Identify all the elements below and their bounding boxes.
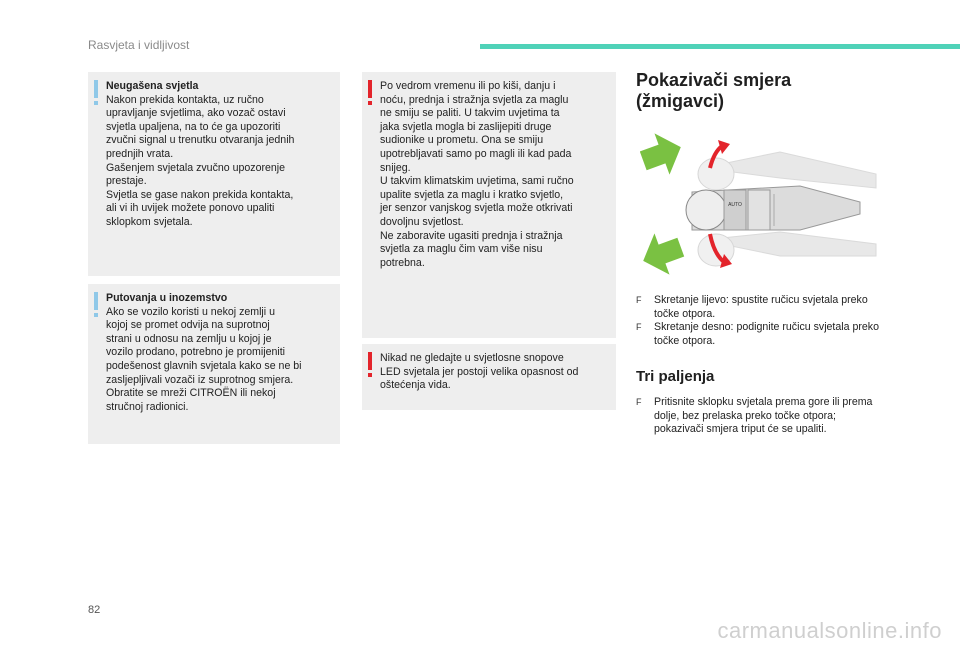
info-box-title: Neugašena svjetla: [106, 80, 199, 92]
warning-icon: [368, 80, 372, 98]
arrow-left-green: [640, 226, 688, 281]
warning-box-text: Nikad ne gledajte u svjetlosne snopove LED svjetala jer postoji velika opasnost od oštećenja vida.: [380, 352, 579, 392]
warning-box-fog-lights: [362, 72, 616, 338]
info-icon: [94, 80, 98, 98]
header-accent-bar: [480, 44, 960, 49]
list-item: F Skretanje desno: podignite ručicu svjetala preko točke otpora.: [636, 321, 879, 347]
bullet-arrow-icon: F: [636, 397, 642, 407]
info-box-lights-left-on: [88, 72, 340, 276]
section-title-three-flashes: Tri paljenja: [636, 368, 715, 385]
stalk-upper-ghost: [698, 152, 876, 190]
page-number: 82: [88, 604, 101, 616]
auto-label: AUTO: [728, 202, 742, 208]
three-flashes-instructions: [636, 396, 876, 437]
info-box-title: Putovanja u inozemstvo: [106, 292, 228, 304]
indicator-instructions: [636, 294, 886, 348]
bullet-arrow-icon: F: [636, 322, 642, 333]
info-box-text: Nakon prekida kontakta, uz ručno upravljanje svjetlima, ako vozač ostavi svjetla upaljena, na to će ga upozoriti zvučni signal u trenutku otvaranja jednih prednjih vrata. Gašenjem svjetala zvučno upozorenje prestaje. Svjetla se gase nakon prekida kontakta, ali vi ih uvijek možete ponovo upaliti sklopkom svjetala.: [106, 93, 295, 228]
stalk-main: [686, 186, 860, 230]
warning-box-led: [362, 344, 616, 410]
arrow-right-green: [640, 126, 688, 181]
page-section-title: Rasvjeta i vidljivost: [88, 38, 190, 52]
indicator-stalk-illustration: [640, 122, 880, 282]
info-icon: [94, 292, 98, 310]
warning-box-text: Po vedrom vremenu ili po kiši, danju i noću, prednja i stražnja svjetla za maglu ne smiju se paliti. U takvim uvjetima ta jaka svjetla mogla bi zaslijepiti druge sudionike u prometu. Ona se smiju upotrebljavati samo po magli ili kad pada snijeg. U takvim klimatskim uvjetima, sami ručno upalite svjetla za maglu i kratko svjetlo, jer senzor vanjskog svjetla može otkrivati dovoljnu svjetlost. Ne zaboravite ugasiti prednja i stražnja svjetla za maglu čim vam više nisu potrebna.: [380, 80, 574, 269]
list-item: F Skretanje lijevo: spustite ručicu svjetala preko točke otpora.: [636, 294, 868, 320]
bullet-arrow-icon: F: [636, 295, 642, 305]
info-box-travel-abroad: [88, 284, 340, 444]
watermark: carmanualsonline.info: [717, 618, 942, 643]
section-title-indicators: Pokazivači smjera (žmigavci): [636, 70, 792, 111]
info-box-text: Ako se vozilo koristi u nekoj zemlji u kojoj se promet odvija na suprotnoj strani u odnosu na zemlju u kojoj je vozilo prodano, potrebno je promijeniti podešenost glavnih svjetala kako se ne bi zasljepljivali vozači iz suprotnog smjera. Obratite se mreži CITROËN ili nekoj stručnoj radionici.: [106, 305, 302, 413]
list-item: F Pritisnite sklopku svjetala prema gore ili prema dolje, bez prelaska preko točke otpora; pokazivači smjera triput će se upaliti.: [636, 396, 873, 436]
warning-icon: [368, 352, 372, 370]
